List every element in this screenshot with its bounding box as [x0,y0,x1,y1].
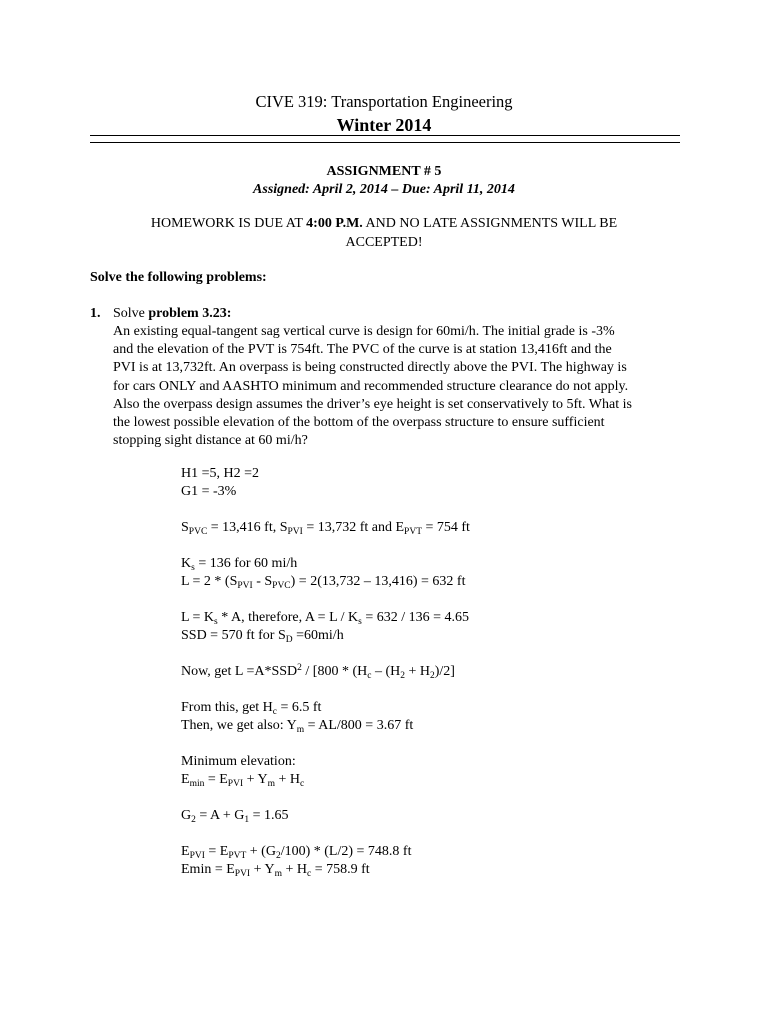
eq-h-values: H1 =5, H2 =2 [181,466,260,481]
eq-g2: $G_2 = A + G_1 = 1.65$ [181,808,289,825]
header-rule-bottom [90,142,680,143]
header-rule-top [90,135,680,136]
due-notice-line2: ACCEPTED! [345,235,423,250]
eq-ym: Then, we get also: $Y_m = AL/800 = 3.67$ ft [181,718,414,735]
due-time: 4:00 P.M. [306,216,363,231]
eq-ks: $K_s = 136$ for 60 mi/h [181,556,298,573]
eq-emin-value: $Emin = E_{PVI} + Y_m + H_c = 758.9$ ft [181,862,370,879]
assignment-dates: Assigned: April 2, 2014 – Due: April 11, 2014 [253,182,515,197]
eq-stations: $S_{PVC} = 13,416$ ft, $S_{PVI} = 13,732$ ft and $E_{PVT} = 754$ ft [181,520,470,537]
eq-hc: From this, get $H_c = 6.5$ ft [181,700,322,717]
statement-line: PVI is at 13,732ft. An overpass is being constructed directly above the PVI. The highway is [113,360,627,376]
due-notice-line1: HOMEWORK IS DUE AT 4:00 P.M. AND NO LATE ASSIGNMENTS WILL BE [150,216,618,231]
statement-line: stopping sight distance at 60 mi/h? [113,433,308,449]
statement-line: An existing equal-tangent sag vertical curve is design for 60mi/h. The initial grade is -3% [113,324,615,339]
eq-g1: G1 = -3% [181,484,237,499]
statement-line: the lowest possible elevation of the bottom of the overpass structure to ensure sufficient [113,415,605,431]
eq-length-formula: Now, get $L =A*SSD^2 / [800 * (H_c - (H_2 + H_2)/2]$ [181,663,455,681]
statement-line: for cars ONLY and AASHTO minimum and recommended structure clearance do not apply. [113,378,629,394]
eq-a-calc: $L = K_s * A$, therefore, $A = L / K_s = 632 / 136 = 4.65$ [181,610,469,627]
term-title: Winter 2014 [336,115,432,135]
eq-length: $L = 2 * (S_{PVI} - S_{PVC}) = 2(13,732 - 13,416) = 632$ ft [181,574,466,591]
statement-line: Also the overpass design assumes the driver’s eye height is set conservatively to 5ft. What is [113,396,632,412]
statement-line: and the elevation of the PVT is 754ft. The PVC of the curve is at station 13,416ft and the [113,342,612,358]
problem-statement [113,323,688,450]
eq-ssd: SSD = 570 ft for $S_D =60mi/h$ [181,628,344,645]
assignment-title: ASSIGNMENT # 5 [326,164,442,179]
problem-reference: Solve problem 3.23: [113,306,232,321]
course-title: CIVE 319: Transportation Engineering [255,92,513,111]
min-elevation-label: Minimum elevation: [181,754,296,769]
problem-number: 1. [90,306,101,321]
instructions-heading: Solve the following problems: [90,270,267,285]
eq-epvi: $E_{PVI} = E_{PVT} + (G_2/100) * (L/2) = 748.8$ ft [181,844,412,861]
eq-emin-formula: $E_{min} = E_{PVI} + Y_m + H_c$ [181,772,305,789]
